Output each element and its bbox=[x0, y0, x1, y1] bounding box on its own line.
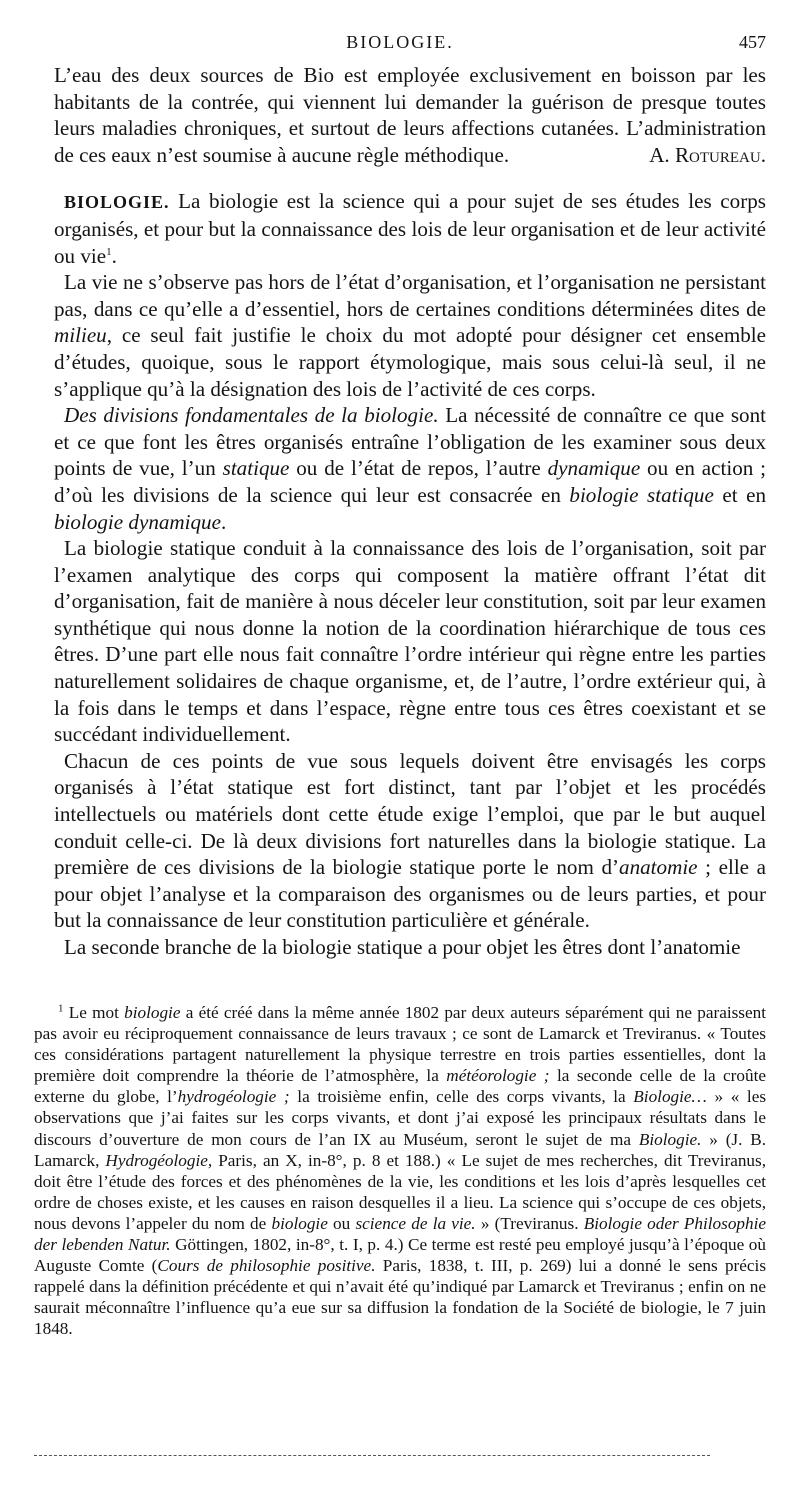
italic-term: Cours de philosophie positive. bbox=[157, 1256, 376, 1276]
entry-paragraph-4: La biologie statique conduit à la connaissance des lois de l’organisation, soit par l’examen analytique des corps qui composent la matière offrant l’état dit d’organisation, fait de manière à nous déceler leur constitution, soit par leur examen synthétique qui nous donne la notion de la coordination hiérarchique de tous ces êtres. D’une part elle nous fait connaître l’ordre intérieur qui règne entre les parties naturellement solidaires de chaque organisme, et, de l’autre, l’ordre extérieur qui, à la fois dans le temps et dans l’espace, règne entre tous ces êtres coexistant et se succédant individuellement. bbox=[54, 536, 766, 747]
italic-term: biologie bbox=[124, 1003, 181, 1022]
entry-paragraph-2 bbox=[54, 269, 766, 402]
italic-term: hydrogéologie ; bbox=[177, 1087, 290, 1107]
entry-paragraph-5 bbox=[54, 748, 766, 934]
italic-term: biologie statique bbox=[569, 482, 714, 507]
previous-entry-text: L’eau des deux sources de Bio est employée exclusivement en boisson par les habitants de la contrée, qui viennent lui demander la guérison de presque toutes leurs maladies chroniques, et surtout de leurs affections cutanées. L’administration de ces eaux n’est soumise à aucune règle méthodique. bbox=[54, 63, 766, 167]
italic-term: Hydrogéologie, bbox=[105, 1150, 213, 1170]
bottom-dotted-rule bbox=[34, 1455, 710, 1456]
punctuation: . bbox=[220, 509, 227, 534]
entry-paragraph-6: La seconde branche de la biologie statique a pour objet les êtres dont l’anatomie bbox=[64, 935, 741, 959]
italic-term: Biologie oder Philosophie der lebenden Natur. bbox=[34, 1213, 766, 1255]
text-run: Le mot bbox=[63, 1003, 125, 1022]
italic-term: anatomie bbox=[619, 855, 698, 880]
footnote-reference[interactable]: 1 bbox=[106, 245, 112, 258]
entry-headword: BIOLOGIE. bbox=[64, 192, 170, 213]
text-run: Göttingen, 1802, in-8°, t. I, p. 4.) Ce terme est resté peu employé jusqu’à l’époque où Auguste Comte ( bbox=[34, 1235, 766, 1276]
text-run: » (Treviranus. bbox=[475, 1213, 584, 1233]
footnote-marker: 1 bbox=[58, 1002, 64, 1015]
text-run: , ce seul fait justifie le choix du mot adopté pour désigner cet ensemble d’études, quoique, sous le rapport étymologique, mais sous celui-là seul, il ne s’applique qu’à la désignation des lois de l’activité de ces corps. bbox=[54, 323, 766, 401]
italic-term: Biologie… bbox=[633, 1087, 707, 1107]
entry-intro: La biologie est la science qui a pour sujet de ses études les corps organisés, et pour but la connaissance des lois de leur organisation et de leur activité ou vie bbox=[54, 189, 766, 268]
text-run: La nécessité de connaître ce que sont et ce que font les êtres organisés entraîne l’obligation de les examiner sous deux points de vue, l’un bbox=[54, 403, 766, 481]
main-text bbox=[54, 62, 766, 961]
text-run: a été créé dans la même année 1802 par deux auteurs séparément qui ne paraissent pas avoir eu réciproquement connaissance de leurs travaux ; ce sont de Lamarck et Treviranus. « Toutes ces considérations partagent naturellement la physique terrestre en trois parties essentielles, dont la première doit comprendre la théorie de l’atmosphère, la bbox=[34, 1003, 766, 1086]
italic-term: météorologie ; bbox=[446, 1066, 550, 1086]
text-run: Chacun de ces points de vue sous lequels doivent être envisagés les corps organisés à l’état statique est fort distinct, tant par l’objet et les procédés intellectuels ou matériels dont cette étude exige l’emploi, que par le but auquel conduit celle-ci. De là deux divisions fort naturelles dans la biologie statique. La première de ces divisions de la biologie statique porte le nom d’ bbox=[54, 748, 766, 880]
text-run: la troisième enfin, celle des corps vivants, la bbox=[289, 1087, 634, 1107]
italic-term: milieu bbox=[54, 323, 107, 348]
text-run: Paris, 1838, t. III, p. 269) lui a donné le sens précis rappelé dans la définition précédente et qui n’avait été qu’indiqué par Lamarck et Treviranus ; enfin on ne saurait méconnaître l’influence qu’a eue sur sa diffusion la fondation de la Société de biologie, le 7 juin 1848. bbox=[34, 1256, 767, 1339]
text-run: ou bbox=[327, 1213, 356, 1233]
italic-term: dynamique bbox=[547, 456, 641, 481]
section-heading: Des divisions fondamentales de la biologie. bbox=[64, 403, 439, 428]
footnote-block bbox=[34, 1002, 766, 1340]
italic-term: biologie bbox=[271, 1213, 328, 1233]
italic-term: biologie dynamique bbox=[54, 509, 221, 534]
text-run: ; elle a pour objet l’analyse et la comparaison des organismes ou de leurs parties, et pour but la connaissance de leur constitution particulière et générale. bbox=[54, 855, 766, 933]
text-run: » « les observations que j’ai faites sur les corps vivants, et dont j’ai exposé les principaux résultats dans le discours d’ouverture de mon cours de l’an IX au Muséum, seront le sujet de ma bbox=[34, 1087, 767, 1149]
page-number: 457 bbox=[739, 32, 766, 52]
footnote-1 bbox=[34, 1002, 766, 1340]
running-title: BIOLOGIE. bbox=[346, 32, 454, 52]
previous-entry-ending bbox=[54, 62, 766, 168]
italic-term: statique bbox=[222, 456, 290, 481]
text-run: et en bbox=[713, 482, 767, 507]
italic-term: Biologie. bbox=[638, 1129, 702, 1149]
text-run: Paris, an X, in-8°, p. 8 et 188.) « Le sujet de mes recherches, dit Treviranus, doit être l’étude des forces et des phénomènes de la vie, les conditions et les lois d’après lesquelles cet ordre de choses existe, et les causes en raison desquelles il a lieu. La science qui s’occupe de ces objets, nous devons l’appeler du nom de bbox=[34, 1150, 766, 1233]
entry-paragraph-3 bbox=[54, 402, 766, 535]
author-signature: A. Rotureau. bbox=[649, 142, 766, 167]
text-run: ou de l’état de repos, l’autre bbox=[289, 456, 548, 481]
text-run: La vie ne s’observe pas hors de l’état d’organisation, et l’organisation ne persistant pas, dans ce qu’elle a d’essentiel, hors de certaines conditions déterminées dites de bbox=[54, 270, 766, 321]
text-run: la seconde celle de la croûte externe du globe, l’ bbox=[34, 1066, 766, 1107]
text-run: ou en action ; d’où les divisions de la science qui leur est consacrée en bbox=[54, 456, 766, 507]
punctuation: . bbox=[111, 243, 117, 268]
entry-paragraph-1 bbox=[54, 188, 766, 269]
text-run: » (J. B. Lamarck, bbox=[34, 1129, 766, 1170]
italic-term: science de la vie. bbox=[355, 1213, 476, 1233]
running-header bbox=[0, 32, 800, 56]
